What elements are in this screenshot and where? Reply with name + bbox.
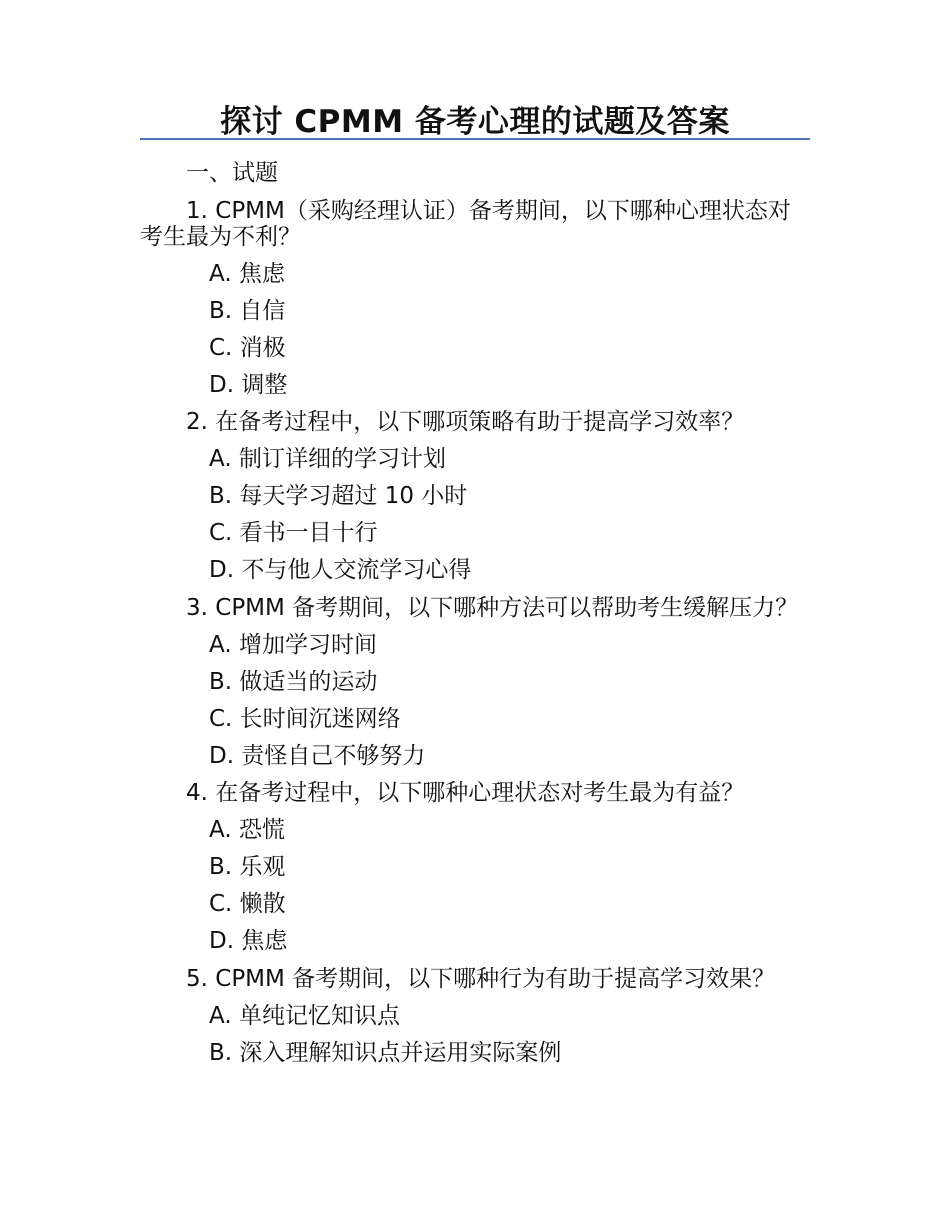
question-2-option-a: A. 制订详细的学习计划	[209, 446, 446, 472]
section-heading: 一、试题	[186, 160, 278, 186]
question-5-option-b: B. 深入理解知识点并运用实际案例	[209, 1040, 562, 1066]
question-1-stem: 1. CPMM（采购经理认证）备考期间，以下哪种心理状态对考生最为不利？	[140, 198, 791, 250]
question-1-option-d: D. 调整	[209, 372, 288, 398]
question-1-option-a: A. 焦虑	[209, 261, 285, 287]
question-3-option-b: B. 做适当的运动	[209, 669, 378, 695]
document-body	[140, 155, 800, 1072]
question-2-stem: 2. 在备考过程中，以下哪项策略有助于提高学习效率？	[186, 409, 745, 435]
question-1-option-c: C. 消极	[209, 335, 286, 361]
question-1-option-b: B. 自信	[209, 298, 286, 324]
question-4-stem: 4. 在备考过程中，以下哪种心理状态对考生最为有益？	[186, 780, 745, 806]
question-4-option-a: A. 恐慌	[209, 817, 285, 843]
question-3-option-c: C. 长时间沉迷网络	[209, 706, 401, 732]
question-4-option-d: D. 焦虑	[209, 928, 288, 954]
question-3-stem: 3. CPMM 备考期间，以下哪种方法可以帮助考生缓解压力？	[186, 595, 799, 621]
question-2-option-c: C. 看书一目十行	[209, 520, 378, 546]
question-5-option-a: A. 单纯记忆知识点	[209, 1003, 400, 1029]
question-2-option-d: D. 不与他人交流学习心得	[209, 557, 472, 583]
question-4-option-c: C. 懒散	[209, 891, 286, 917]
document-title: 探讨 CPMM 备考心理的试题及答案	[220, 104, 730, 140]
question-3-option-d: D. 责怪自己不够努力	[209, 743, 426, 769]
question-2-option-b: B. 每天学习超过 10 小时	[209, 483, 468, 509]
question-4-option-b: B. 乐观	[209, 854, 286, 880]
question-3-option-a: A. 增加学习时间	[209, 632, 377, 658]
question-5-stem: 5. CPMM 备考期间，以下哪种行为有助于提高学习效果？	[186, 966, 776, 992]
title-underline	[140, 138, 810, 140]
